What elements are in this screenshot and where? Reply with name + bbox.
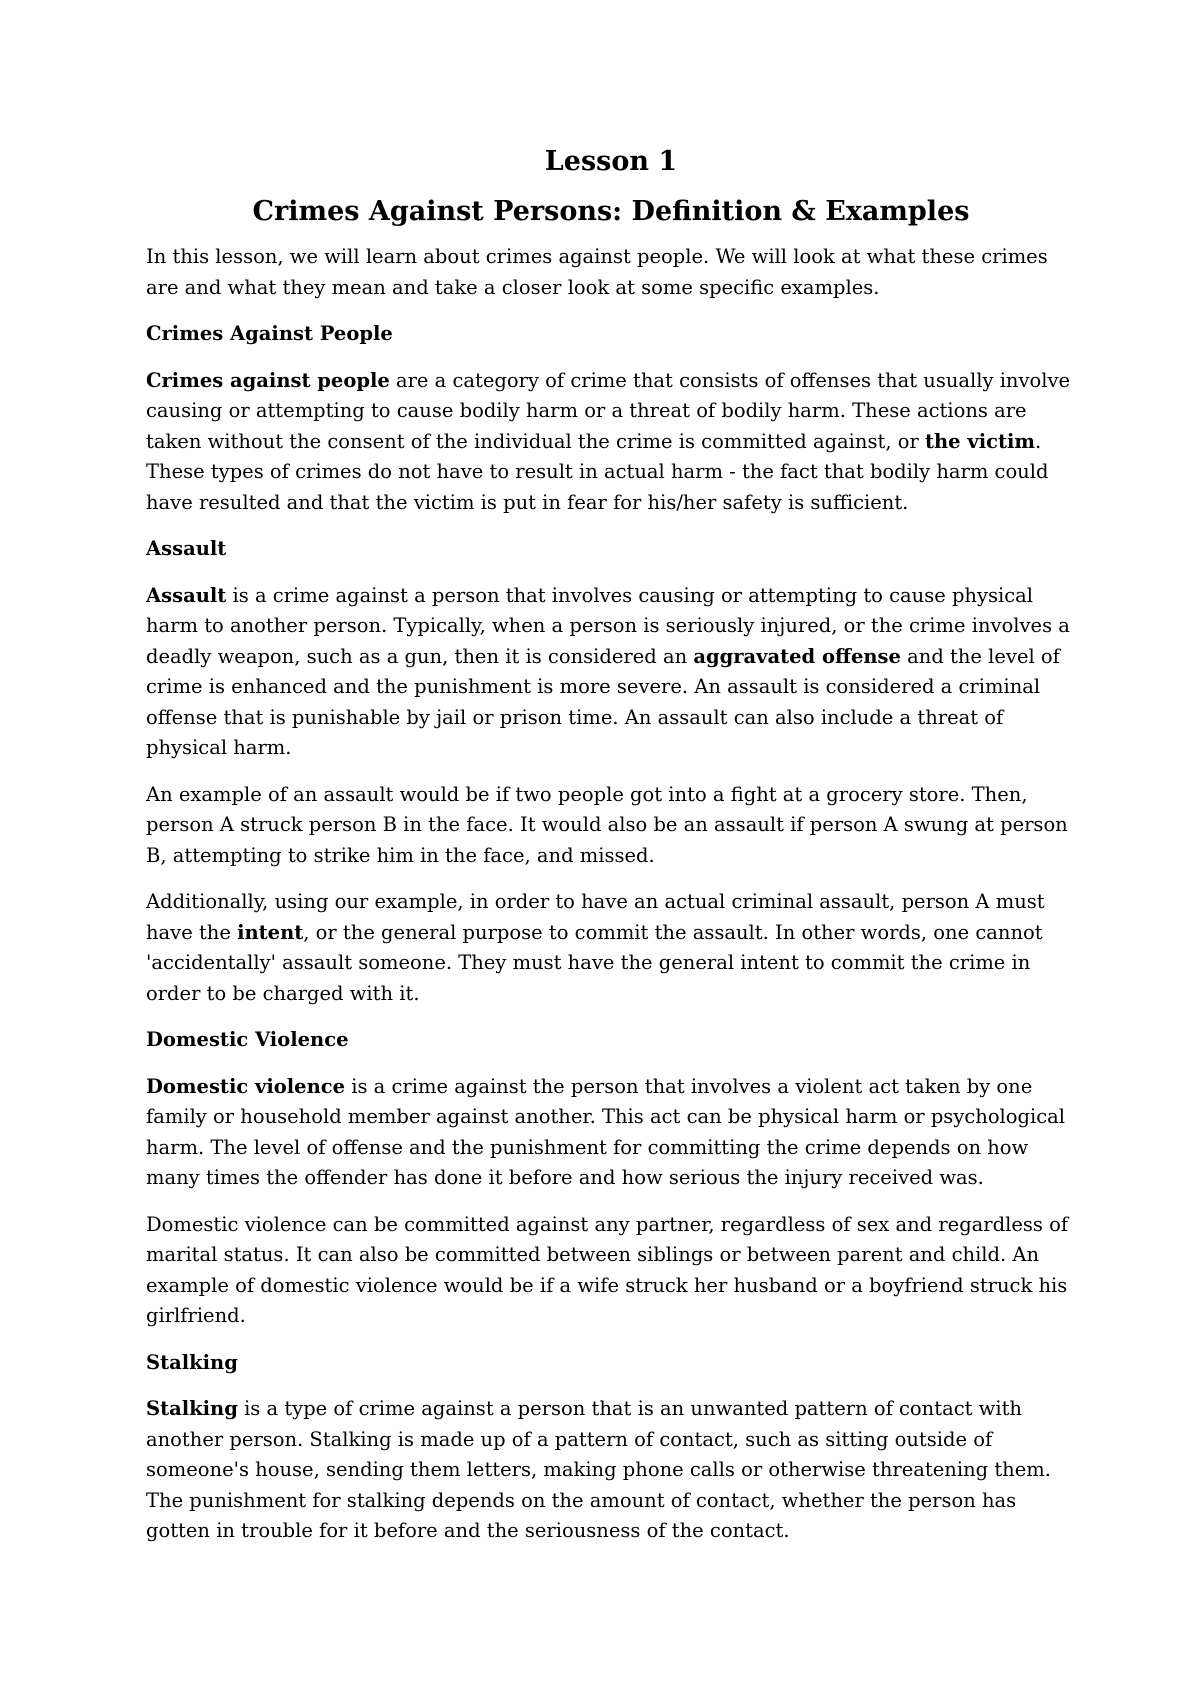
stalking-definition-paragraph: Stalking is a type of crime against a person that is an unwanted pattern of contact with another person. Stalking is made up of a pattern of contact, such as sitting outside of someone's house, sending them letters, making phone calls or otherwise threatening them. The punishment for stalking depends on the amount of contact, whether the person has gotten in trouble for it before and the seriousness of the contact. bbox=[146, 1397, 1051, 1542]
assault-example-paragraph: An example of an assault would be if two people got into a fight at a grocery store. Then, person A struck person B in the face. It would also be an assault if person A swung at person B, attempting to strike him in the face, and missed. bbox=[146, 782, 1068, 867]
term-stalking: Stalking bbox=[146, 1397, 238, 1420]
intro-paragraph: In this lesson, we will learn about crimes against people. We will look at what these crimes are and what they mean and take a closer look at some specific examples. bbox=[146, 245, 1048, 299]
term-the-victim: the victim bbox=[924, 429, 1036, 453]
assault-definition-paragraph: Assault is a crime against a person that involves causing or attempting to cause physical harm to another person. Typically, when a person is seriously injured, or the crime involves a deadly weapon, such as a gun, then it is considered an aggravated offense and the level of crime is enhanced and the punishment is more severe. An assault is considered a criminal offense that is punishable by jail or prison time. An assault can also include a threat of physical harm. bbox=[146, 583, 1070, 759]
term-aggravated-offense: aggravated offense bbox=[693, 644, 901, 668]
term-intent: intent bbox=[237, 920, 304, 944]
section-heading-stalking: Stalking bbox=[146, 1350, 238, 1374]
lesson-label: Lesson 1 bbox=[544, 146, 678, 177]
domestic-violence-definition-paragraph: Domestic violence is a crime against the person that involves a violent act taken by one family or household member against another. This act can be physical harm or psychological harm. The level of offense and the punishment for committing the crime depends on how many times the offender has done it before and how serious the injury received was. bbox=[146, 1074, 1066, 1189]
section-heading-assault: Assault bbox=[146, 537, 227, 560]
page-title: Crimes Against Persons: Definition & Examples bbox=[252, 196, 970, 227]
section-heading-crimes-against-people: Crimes Against People bbox=[146, 322, 393, 345]
term-crimes-against-people: Crimes against people bbox=[146, 368, 390, 392]
term-assault: Assault bbox=[146, 583, 227, 607]
document-page bbox=[146, 142, 1076, 1563]
domestic-violence-example-paragraph: Domestic violence can be committed against any partner, regardless of sex and regardless of marital status. It can also be committed between siblings or between parent and child. An example of domestic violence would be if a wife struck her husband or a boyfriend struck his girlfriend. bbox=[146, 1212, 1069, 1327]
term-domestic-violence: Domestic violence bbox=[146, 1074, 346, 1098]
crimes-against-people-paragraph: Crimes against people are a category of crime that consists of offenses that usually involve causing or attempting to cause bodily harm or a threat of bodily harm. These actions are taken without the consent of the individual the crime is committed against, or the victim. These types of crimes do not have to result in actual harm - the fact that bodily harm could have resulted and that the victim is put in fear for his/her safety is sufficient. bbox=[146, 368, 1071, 514]
section-heading-domestic-violence: Domestic Violence bbox=[146, 1028, 349, 1051]
assault-intent-paragraph: Additionally, using our example, in order to have an actual criminal assault, person A must have the intent, or the general purpose to commit the assault. In other words, one cannot 'accidentally' assault someone. They must have the general intent to commit the crime in order to be charged with it. bbox=[146, 890, 1045, 1005]
